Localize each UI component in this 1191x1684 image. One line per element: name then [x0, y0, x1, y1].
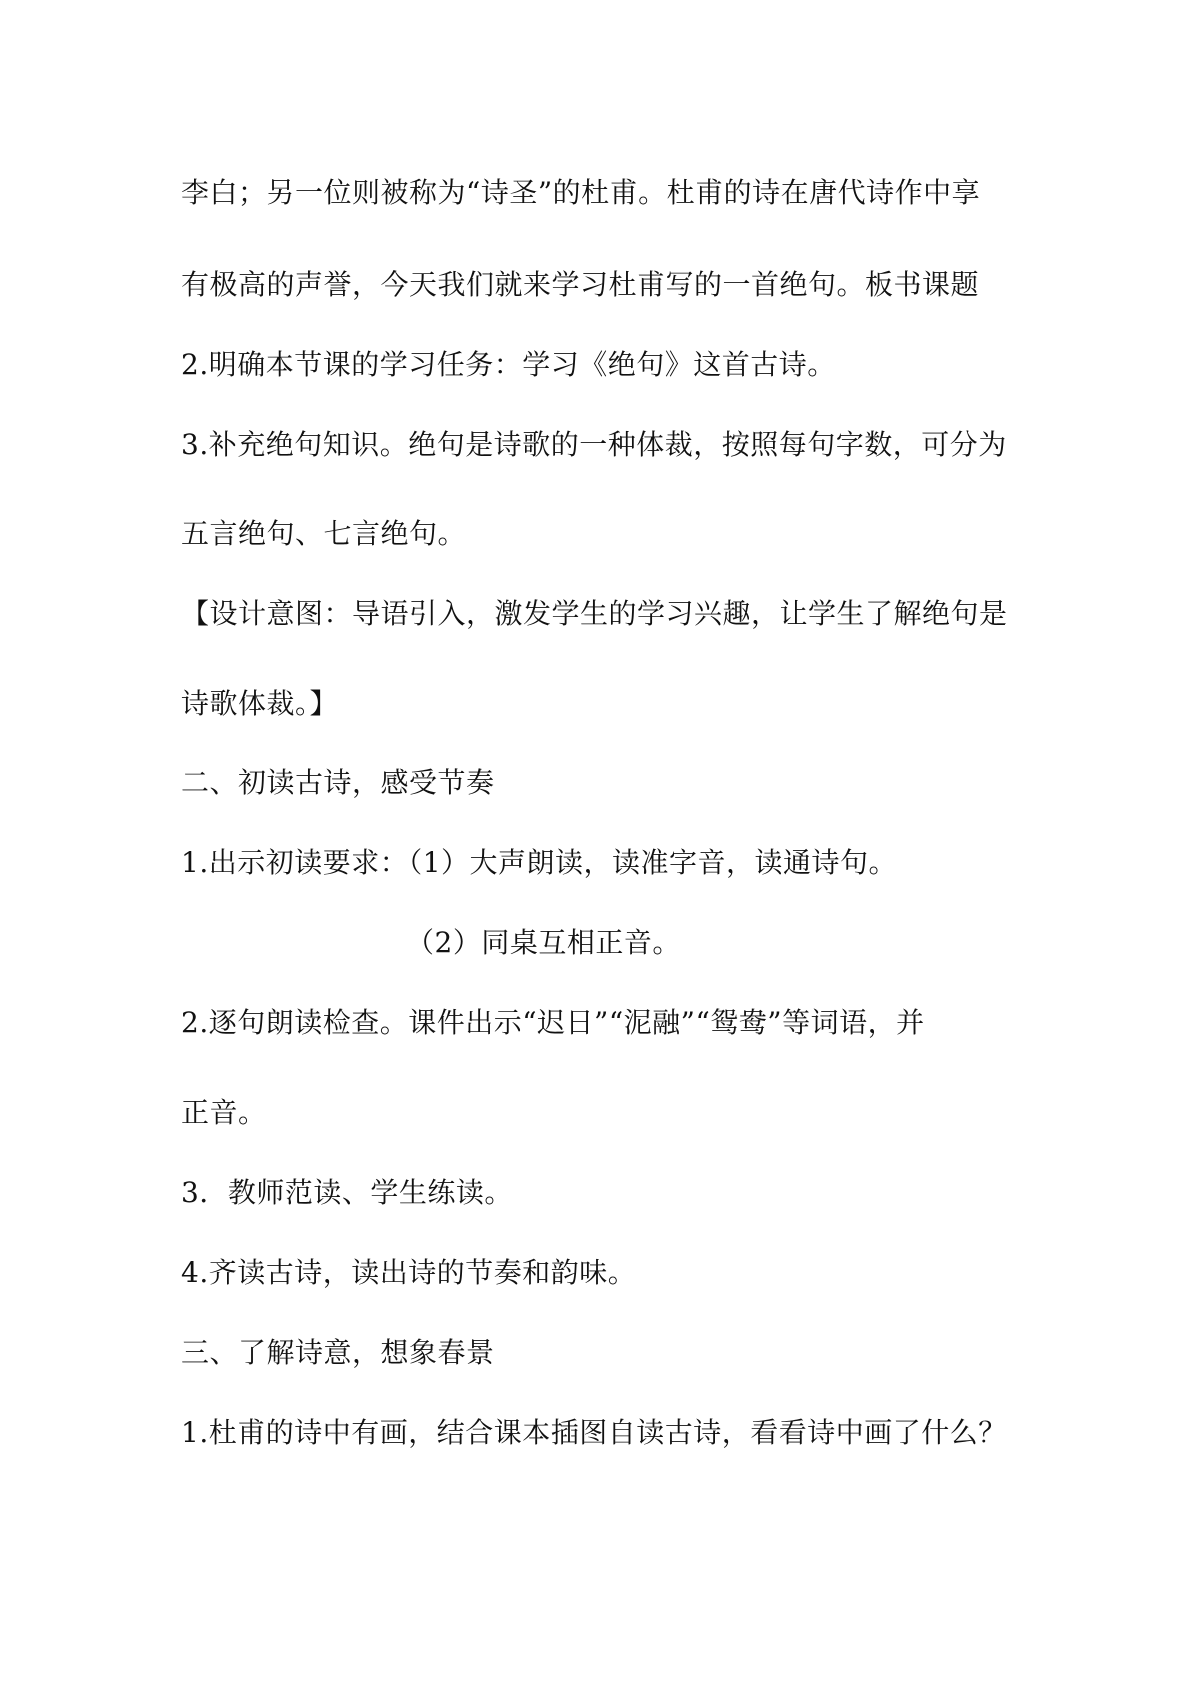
list-subitem: （2）同桌互相正音。 [406, 926, 681, 959]
design-intent-note: 【设计意图：导语引入，激发学生的学习兴趣，让学生了解绝句是 [181, 597, 1008, 630]
list-item: 2.逐句朗读检查。课件出示“迟日”“泥融”“鸳鸯”等词语，并 [181, 1006, 925, 1039]
list-item: 3．教师范读、学生练读。 [181, 1176, 513, 1209]
design-intent-note: 诗歌体裁。】 [181, 687, 339, 720]
list-item: 1.出示初读要求：（1）大声朗读，读准字音，读通诗句。 [181, 846, 898, 879]
list-item: 1.杜甫的诗中有画，结合课本插图自读古诗，看看诗中画了什么？ [181, 1416, 1007, 1449]
list-item: 3.补充绝句知识。绝句是诗歌的一种体裁，按照每句字数，可分为 [181, 428, 1007, 461]
paragraph-line: 五言绝句、七言绝句。 [181, 517, 467, 550]
section-heading: 三、了解诗意，想象春景 [181, 1336, 495, 1369]
list-item: 2.明确本节课的学习任务：学习《绝句》这首古诗。 [181, 348, 836, 381]
section-heading: 二、初读古诗，感受节奏 [181, 766, 495, 799]
paragraph-line: 有极高的声誉，今天我们就来学习杜甫写的一首绝句。板书课题 [181, 268, 980, 301]
paragraph-line: 李白；另一位则被称为“诗圣”的杜甫。杜甫的诗在唐代诗作中享 [181, 176, 981, 209]
list-item: 4.齐读古诗，读出诗的节奏和韵味。 [181, 1256, 637, 1289]
paragraph-line: 正音。 [181, 1096, 267, 1129]
